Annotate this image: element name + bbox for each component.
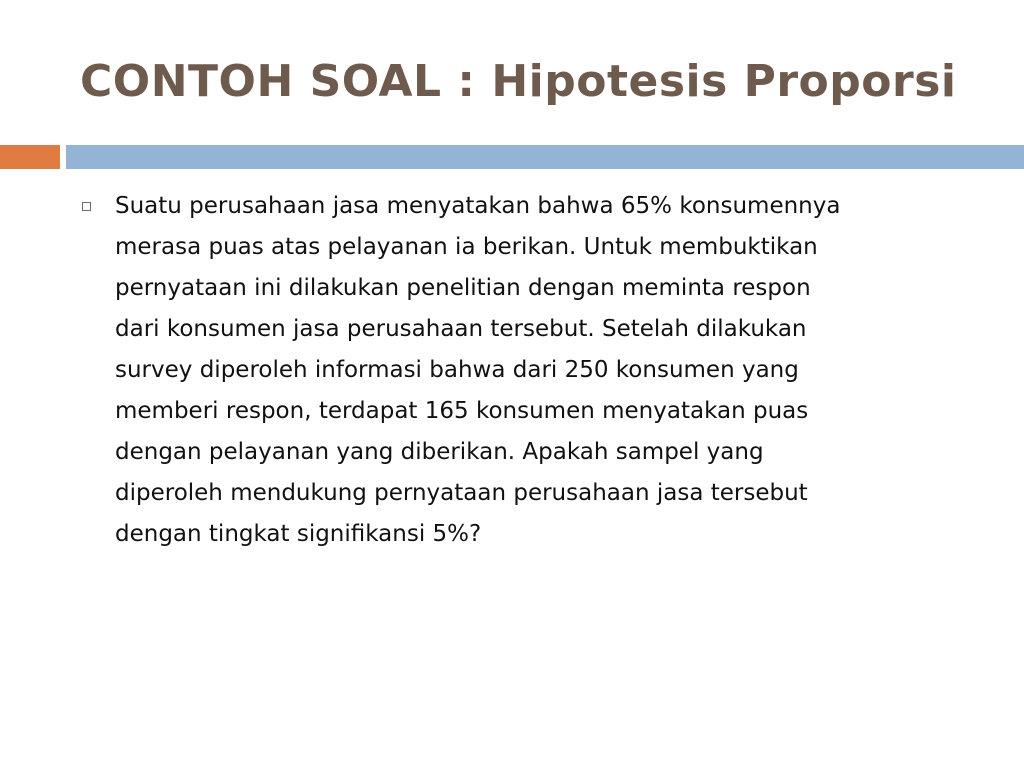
square-bullet-icon — [82, 202, 91, 211]
slide-content — [82, 186, 982, 555]
bullet-text: Suatu perusahaan jasa menyatakan bahwa 65% konsumennya merasa puas atas pelayanan ia berikan. Untuk membuktikan pernyataan ini dilakukan penelitian dengan meminta respon dari konsumen jasa perusahaan tersebut. Setelah dilakukan survey diperoleh informasi bahwa dari 250 konsumen yang memberi respon, terdapat 165 konsumen menyatakan puas dengan pelayanan yang diberikan. Apakah sampel yang diperoleh mendukung pernyataan perusahaan jasa tersebut dengan tingkat signifikansi 5%? — [115, 193, 841, 547]
bullet-item — [82, 186, 982, 555]
slide-title: CONTOH SOAL : Hipotesis Proporsi — [80, 56, 957, 107]
accent-bar-blue — [66, 145, 1024, 169]
accent-bar-orange — [0, 145, 60, 169]
